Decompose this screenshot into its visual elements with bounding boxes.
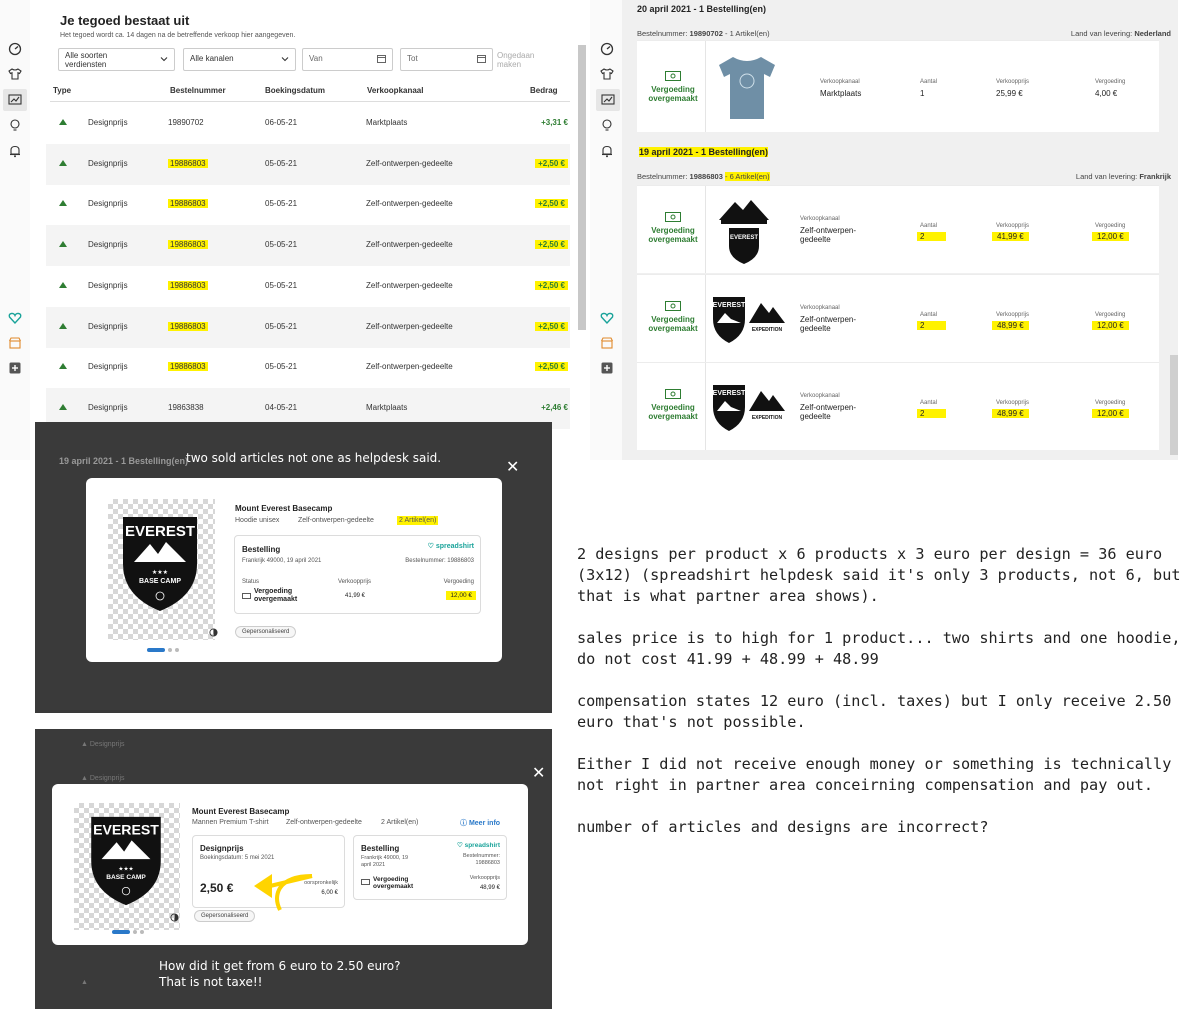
cell-type: Designprijs — [88, 199, 128, 209]
cell-date: 06-05-21 — [265, 118, 298, 127]
money-icon — [242, 593, 251, 599]
money-icon — [665, 301, 681, 311]
close-icon[interactable]: ✕ — [506, 459, 520, 476]
price-label: Verkoopprijs — [338, 579, 372, 585]
channel-value: Zelf-ontwerpen-gedeelte — [800, 314, 857, 333]
order-number-value: 19886803 — [475, 860, 500, 866]
cell-date: 05-05-21 — [265, 158, 298, 168]
divider — [705, 275, 706, 362]
cell-order: 19890702 — [168, 118, 204, 127]
everest-design-image — [120, 514, 200, 614]
lightbulb-icon[interactable] — [8, 118, 22, 132]
channel-label: Verkoopkanaal — [800, 393, 840, 399]
cell-type: Designprijs — [88, 321, 128, 331]
payment-status-text: Vergoeding overgemaakt — [648, 85, 698, 103]
col-header-type: Type — [53, 86, 72, 95]
earning-up-icon — [59, 200, 67, 206]
price-label: Verkoopprijs — [996, 79, 1030, 85]
article-count: 2 Artikel(en) — [381, 819, 419, 826]
design-title: EVEREST — [124, 523, 196, 540]
cell-order: 19863838 — [168, 402, 204, 412]
article-count: - 6 Artikel(en) — [725, 172, 770, 181]
payment-status — [643, 301, 703, 333]
cell-channel: Zelf-ontwerpen-gedeelte — [366, 321, 453, 331]
price-value: 41,99 € — [345, 593, 366, 599]
everest-expedition-design-image — [711, 381, 787, 433]
product-type: Mannen Premium T-shirt — [192, 819, 269, 826]
cell-amount: +3,31 € — [541, 118, 568, 127]
article-count: - 1 Artikel(en) — [725, 29, 770, 38]
spreadshirt-logo-text: spreadshirt — [435, 543, 474, 550]
table-row[interactable] — [46, 225, 570, 266]
tshirt-product-image — [717, 53, 777, 121]
page-title: Je tegoed bestaat uit — [60, 13, 190, 28]
quantity-label: Aantal — [920, 223, 938, 229]
design-stars: ★★★ — [151, 569, 169, 576]
delivery-country-label: Land van levering: — [1070, 29, 1133, 38]
product-type: Hoodie unisex — [235, 517, 280, 524]
earning-up-icon — [59, 323, 67, 329]
background-date: 19 april 2021 - 1 Bestelling(en) — [59, 456, 189, 466]
cell-date: 05-05-21 — [265, 321, 298, 331]
shirt-icon[interactable] — [8, 67, 22, 81]
compensation-label: Vergoeding — [1095, 311, 1126, 318]
quantity-value: 1 — [920, 89, 925, 98]
money-icon — [665, 71, 681, 81]
payment-status-text: Vergoeding overgemaakt — [648, 403, 698, 421]
order-box — [353, 835, 507, 900]
channel-label: Verkoopkanaal — [800, 216, 840, 222]
price-label: Verkoopprijs — [996, 223, 1030, 229]
product-name: Mount Everest Basecamp — [235, 504, 333, 513]
col-header-order: Bestelnummer — [170, 86, 226, 95]
payment-status-text: Vergoeding overgemaakt — [648, 226, 698, 244]
payment-status — [643, 389, 703, 421]
cell-order: 19886803 — [170, 321, 206, 331]
cell-amount: +2,50 € — [535, 159, 568, 168]
image-carousel-dots[interactable] — [112, 930, 147, 934]
order-item-card[interactable] — [637, 274, 1159, 362]
status-label: Status — [242, 579, 260, 585]
cell-channel: Zelf-ontwerpen-gedeelte — [366, 158, 453, 168]
everest-design-image — [88, 814, 164, 908]
price-value: 48,99 € — [479, 885, 500, 891]
note-paragraph: compensation states 12 euro (incl. taxes) but I only receive 2.50 euro that's not possible. — [577, 692, 1172, 731]
table-row[interactable] — [46, 307, 570, 348]
design-price-modal — [52, 784, 528, 945]
order-box-title: Bestelling — [361, 844, 400, 853]
calendar-icon — [477, 54, 486, 63]
quantity-label: Aantal — [920, 311, 938, 318]
cell-date: 04-05-21 — [265, 402, 298, 412]
personalized-tag: Gepersonaliseerd — [194, 910, 255, 922]
background-row: ▲ Designprijs — [81, 741, 125, 748]
compensation-value: 12,00 € — [1092, 409, 1129, 418]
shop-icon[interactable] — [8, 336, 22, 350]
order-number-line — [637, 29, 770, 38]
cell-type: Designprijs — [88, 118, 128, 127]
compensation-label: Vergoeding — [1095, 79, 1126, 85]
add-icon[interactable] — [8, 361, 22, 375]
original-amount: 6,00 € — [321, 890, 338, 896]
earning-up-icon — [59, 363, 67, 369]
info-icon: ⓘ — [460, 820, 467, 827]
svg-text:EXPEDITION: EXPEDITION — [751, 415, 783, 421]
order-number-label: Bestelnummer: — [637, 29, 688, 38]
cell-type: Designprijs — [88, 402, 128, 412]
order-number-line — [637, 172, 770, 181]
divider — [705, 41, 706, 132]
contrast-icon[interactable] — [209, 628, 218, 637]
cell-channel: Marktplaats — [366, 402, 408, 412]
svg-text:EVEREST: EVEREST — [712, 390, 746, 397]
right-sidebar — [590, 0, 622, 460]
channel-dropdown[interactable] — [183, 48, 296, 71]
spreadshirt-logo-text: spreadshirt — [464, 842, 500, 849]
cell-amount: +2,50 € — [535, 281, 568, 290]
table-row[interactable] — [46, 144, 570, 185]
order-box — [234, 535, 481, 614]
arrow-annotation — [250, 868, 316, 914]
order-number — [463, 853, 500, 867]
payment-status — [643, 71, 703, 103]
personalized-tag: Gepersonaliseerd — [235, 626, 296, 638]
cell-order: 19886803 — [170, 158, 206, 168]
chevron-down-icon — [160, 55, 168, 63]
price-value: 41,99 € — [992, 232, 1029, 241]
payment-status-text: Vergoeding overgemaakt — [648, 314, 698, 333]
divider — [705, 363, 706, 450]
money-icon — [665, 212, 681, 222]
order-number: 19890702 — [689, 29, 723, 38]
cell-order: 19886803 — [170, 362, 206, 372]
order-group-date-text: 19 april 2021 - 1 Bestelling(en) — [639, 147, 769, 157]
compensation-value: 12,00 € — [1092, 321, 1129, 330]
compensation-value: 4,00 € — [1095, 89, 1118, 98]
order-location: Frankrijk 49000, 19 april 2021 — [242, 558, 322, 564]
design-price-title: Designprijs — [200, 844, 244, 853]
note-paragraph: 2 designs per product x 6 products x 3 euro per design = 36 euro (3x12) (spreadshirt helpdesk said it's only 3 products, not 6, but that is what partner area shows). — [577, 545, 1181, 605]
scrollbar[interactable] — [1170, 355, 1178, 455]
modal-overlay — [35, 729, 552, 1009]
cell-date: 05-05-21 — [265, 199, 298, 209]
delivery-country-value: Nederland — [1134, 29, 1171, 38]
svg-text:EVEREST: EVEREST — [729, 235, 759, 241]
compensation-value: 12,00 € — [1092, 232, 1129, 241]
cell-order: 19886803 — [170, 280, 206, 290]
image-carousel-dots[interactable] — [147, 648, 182, 652]
price-label: Verkoopprijs — [996, 311, 1030, 318]
design-subtitle: BASE CAMP — [138, 578, 182, 585]
price-value: 48,99 € — [992, 321, 1029, 330]
bell-icon[interactable] — [8, 144, 22, 158]
compensation-label: Vergoeding — [1095, 223, 1126, 229]
calendar-icon — [377, 54, 386, 63]
cell-date: 05-05-21 — [265, 240, 298, 250]
earning-up-icon — [59, 160, 67, 166]
price-value: 25,99 € — [996, 89, 1023, 98]
quantity-value: 2 — [917, 232, 946, 241]
spreadshirt-heart-icon[interactable] — [8, 311, 22, 325]
product-name: Mount Everest Basecamp — [192, 807, 290, 816]
caption-line: That is not taxe!! — [159, 975, 263, 989]
delivery-country — [1071, 29, 1171, 38]
clear-filters-link[interactable]: Ongedaan maken — [497, 51, 535, 69]
earning-up-icon — [59, 282, 67, 288]
left-sidebar — [0, 0, 30, 460]
order-location: Frankrijk 49000, 19 april 2021 — [361, 855, 409, 868]
order-item-card[interactable] — [637, 185, 1159, 273]
earning-up-icon — [59, 241, 67, 247]
more-info-text: Meer info — [468, 820, 501, 827]
note-paragraph: Either I did not receive enough money or something is technically not right in partner area conceirning compensation and pay out. — [577, 755, 1172, 794]
booking-date: Boekingsdatum: 5 mei 2021 — [200, 855, 275, 861]
everest-mountains-design-image — [717, 194, 771, 266]
cell-date: 05-05-21 — [265, 280, 298, 290]
bell-icon[interactable] — [600, 144, 614, 158]
annotation-caption: two sold articles not one as helpdesk said. — [186, 451, 442, 465]
cell-order: 19886803 — [170, 240, 206, 250]
svg-text:EVEREST: EVEREST — [712, 301, 746, 309]
table-row[interactable] — [46, 103, 570, 144]
scrollbar[interactable] — [578, 45, 586, 330]
price-value: 48,99 € — [992, 409, 1029, 418]
order-box-title: Bestelling — [242, 545, 281, 554]
order-group-date — [637, 146, 770, 158]
table-row[interactable] — [46, 184, 570, 225]
status-value: Vergoeding overgemaakt — [373, 876, 414, 890]
price-label: Verkoopprijs — [469, 875, 500, 881]
sales-channel: Zelf-ontwerpen-gedeelte — [286, 819, 362, 826]
date-from-field[interactable] — [302, 48, 393, 71]
payment-status — [643, 212, 703, 244]
add-icon[interactable] — [600, 361, 614, 375]
product-detail-modal — [86, 478, 502, 662]
divider — [705, 186, 706, 273]
background-row: ▲ — [81, 979, 88, 986]
channel-value: Zelf-ontwerpen-gedeelte — [800, 403, 857, 421]
col-header-channel: Verkoopkanaal — [367, 86, 424, 95]
cell-amount: +2,50 € — [535, 199, 568, 208]
cell-type: Designprijs — [88, 280, 128, 290]
compensation-value: 12,00 € — [446, 591, 476, 600]
date-to-field[interactable] — [400, 48, 493, 71]
annotation-notes — [577, 544, 1197, 859]
credit-panel — [30, 0, 586, 430]
spreadshirt-logo: ♡ spreadshirt — [456, 842, 500, 849]
money-icon — [665, 389, 681, 399]
quantity-label: Aantal — [920, 400, 938, 406]
order-number-label: Bestelnummer: — [637, 172, 688, 181]
quantity-label: Aantal — [920, 79, 938, 85]
design-title: EVEREST — [93, 821, 159, 838]
sales-channel: Zelf-ontwerpen-gedeelte — [298, 517, 374, 524]
more-info-link[interactable] — [460, 818, 500, 828]
design-price-amount: 2,50 € — [200, 881, 234, 895]
cell-amount: +2,50 € — [535, 240, 568, 249]
date-from-placeholder: Van — [309, 54, 323, 63]
table-row[interactable] — [46, 266, 570, 307]
money-icon — [361, 879, 370, 885]
spreadshirt-logo: ♡ spreadshirt — [427, 543, 474, 550]
cell-type: Designprijs — [88, 158, 128, 168]
annotation-caption — [159, 958, 401, 990]
order-item-card[interactable] — [637, 362, 1159, 450]
shirt-icon[interactable] — [600, 67, 614, 81]
design-stars: ★★★ — [118, 866, 134, 873]
lightbulb-icon[interactable] — [600, 118, 614, 132]
earning-up-icon — [59, 404, 67, 410]
modal-overlay — [35, 422, 552, 713]
status-value: Vergoeding overgemaakt — [254, 588, 298, 603]
page-subtitle: Het tegoed wordt ca. 14 dagen na de betreffende verkoop hier aangegeven. — [60, 32, 296, 39]
contrast-icon[interactable] — [170, 913, 179, 922]
close-icon[interactable]: ✕ — [532, 765, 546, 782]
statistics-icon[interactable] — [596, 89, 620, 111]
cell-order: 19886803 — [170, 199, 206, 209]
cell-channel: Zelf-ontwerpen-gedeelte — [366, 280, 453, 290]
cell-type: Designprijs — [88, 362, 128, 372]
order-group-date: 20 april 2021 - 1 Bestelling(en) — [637, 4, 767, 14]
cell-type: Designprijs — [88, 240, 128, 250]
cell-channel: Zelf-ontwerpen-gedeelte — [366, 199, 453, 209]
col-header-date: Boekingsdatum — [265, 86, 326, 95]
table-row[interactable] — [46, 347, 570, 388]
cell-channel: Zelf-ontwerpen-gedeelte — [366, 362, 453, 372]
delivery-country-value: Frankrijk — [1139, 172, 1171, 181]
svg-text:EXPEDITION: EXPEDITION — [751, 326, 783, 333]
order-number: Bestelnummer: 19886803 — [405, 558, 474, 564]
chevron-down-icon — [281, 55, 289, 63]
compensation-label: Vergoeding — [1095, 400, 1126, 406]
cell-date: 05-05-21 — [265, 362, 298, 372]
original-label: oorspronkelijk — [304, 880, 338, 886]
cell-amount: +2,46 € — [541, 402, 568, 412]
quantity-value: 2 — [917, 321, 946, 330]
order-item-card[interactable] — [637, 40, 1159, 132]
channel-value: Marktplaats — [820, 89, 862, 98]
statistics-icon[interactable] — [3, 89, 27, 111]
delivery-country-label: Land van levering: — [1075, 172, 1138, 181]
dashboard-icon[interactable] — [8, 42, 22, 56]
note-paragraph: number of articles and designs are incorrect? — [577, 818, 989, 836]
delivery-country — [1076, 172, 1171, 181]
dashboard-icon[interactable] — [600, 42, 614, 56]
caption-line: How did it get from 6 euro to 2.50 euro? — [159, 959, 401, 973]
cell-channel: Zelf-ontwerpen-gedeelte — [366, 240, 453, 250]
earnings-type-dropdown[interactable] — [58, 48, 175, 71]
channel-label: Verkoopkanaal — [820, 79, 860, 85]
cell-amount: +2,50 € — [535, 362, 568, 371]
design-subtitle: BASE CAMP — [106, 873, 146, 881]
earnings-type-value: Alle soorten verdiensten — [65, 51, 108, 69]
background-row: ▲ Designprijs — [81, 775, 125, 782]
spreadshirt-heart-icon[interactable] — [600, 311, 614, 325]
cell-amount: +2,50 € — [535, 322, 568, 331]
earning-up-icon — [59, 119, 67, 125]
compensation-label: Vergoeding — [443, 579, 474, 585]
channel-value: Zelf-ontwerpen-gedeelte — [800, 226, 857, 244]
note-paragraph: sales price is to high for 1 product... two shirts and one hoodie, do not cost 41.99 + 48.99 + 48.99 — [577, 629, 1181, 668]
everest-expedition-design-image — [711, 293, 787, 345]
orders-panel — [590, 0, 1178, 460]
channel-label: Verkoopkanaal — [800, 304, 840, 311]
date-to-placeholder: Tot — [407, 54, 418, 63]
order-number: 19886803 — [689, 172, 723, 181]
col-header-amount: Bedrag — [530, 86, 558, 95]
channel-value: Alle kanalen — [190, 54, 234, 63]
price-label: Verkoopprijs — [996, 400, 1030, 406]
shop-icon[interactable] — [600, 336, 614, 350]
quantity-value: 2 — [917, 409, 946, 418]
order-number-label: Bestelnummer: — [463, 853, 500, 859]
divider — [50, 101, 570, 102]
article-count: 2 Artikel(en) — [399, 517, 437, 524]
cell-channel: Marktplaats — [366, 118, 408, 127]
